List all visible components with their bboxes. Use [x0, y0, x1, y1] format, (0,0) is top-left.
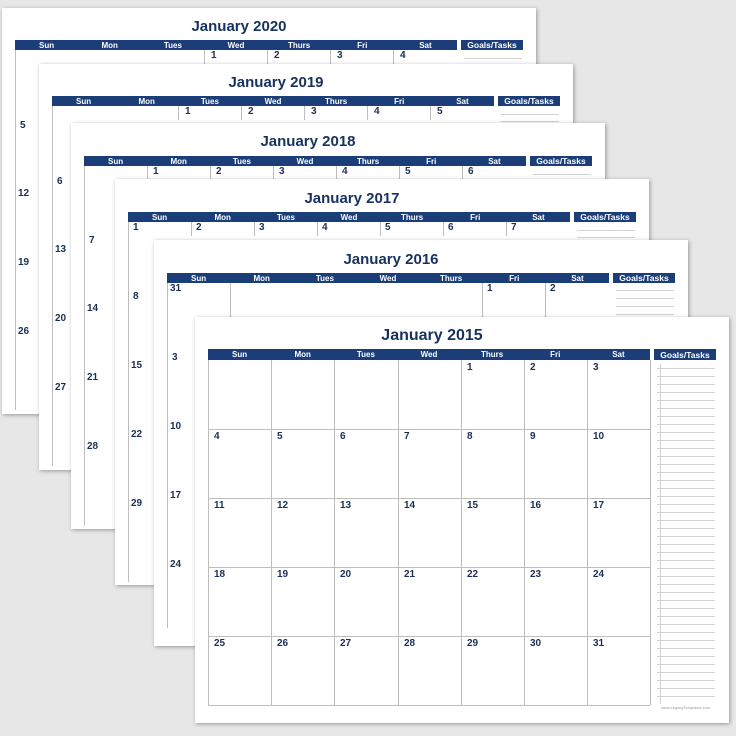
goals-tasks-header: Goals/Tasks [498, 96, 560, 106]
weekday-header [84, 156, 526, 166]
day-number: 28 [404, 638, 416, 649]
day-number: 4 [400, 50, 406, 61]
day-number: 20 [55, 313, 67, 324]
day-number: 1 [467, 362, 473, 373]
day-number: 17 [170, 490, 182, 501]
day-number: 10 [593, 431, 605, 442]
grid-line [393, 50, 394, 64]
goals-line [657, 608, 715, 609]
day-number: 28 [87, 441, 99, 452]
day-number: 23 [530, 569, 542, 580]
page-title: January 2017 [304, 190, 400, 207]
day-number: 14 [87, 303, 99, 314]
weekday-wed: Wed [264, 96, 282, 106]
day-number: 29 [131, 498, 143, 509]
weekday-mon: Mon [170, 156, 187, 166]
day-number: 16 [530, 500, 542, 511]
weekday-mon: Mon [101, 40, 118, 50]
day-number: 6 [448, 222, 454, 233]
goals-line [533, 174, 591, 175]
day-number: 2 [274, 50, 280, 61]
goals-line [464, 58, 522, 59]
grid-line [208, 705, 650, 706]
weekday-sun: Sun [76, 96, 92, 106]
goals-line [657, 432, 715, 433]
day-number: 6 [57, 176, 63, 187]
day-number: 19 [18, 257, 30, 268]
weekday-wed: Wed [227, 40, 245, 50]
goals-line [657, 384, 715, 385]
grid-line [208, 567, 650, 568]
grid-line [84, 166, 85, 526]
goals-line [657, 512, 715, 513]
day-number: 4 [342, 166, 348, 177]
day-number: 29 [467, 638, 479, 649]
weekday-fri: Fri [550, 350, 561, 359]
goals-line [657, 576, 715, 577]
goals-line [657, 472, 715, 473]
grid-line [334, 360, 335, 705]
day-number: 6 [340, 431, 346, 442]
day-number: 24 [593, 569, 605, 580]
grid-line [462, 166, 463, 180]
footer-url: www.LegacyTemplates.com [661, 705, 711, 710]
goals-line [616, 290, 674, 291]
grid-line [367, 106, 368, 120]
day-number: 5 [405, 166, 411, 177]
day-number: 9 [530, 431, 536, 442]
day-number: 11 [214, 500, 225, 511]
weekday-sat: Sat [532, 212, 545, 222]
day-number: 7 [404, 431, 410, 442]
goals-line [657, 560, 715, 561]
day-number: 12 [18, 188, 30, 199]
day-number: 2 [248, 106, 254, 117]
weekday-sat: Sat [419, 40, 432, 50]
goals-line [657, 672, 715, 673]
goals-line [657, 368, 715, 369]
grid-line [317, 222, 318, 236]
weekday-sat: Sat [612, 350, 625, 359]
goals-margin-line [660, 364, 661, 704]
goals-line [657, 640, 715, 641]
grid-line [587, 360, 588, 705]
day-number: 2 [550, 283, 556, 294]
day-number: 22 [467, 569, 479, 580]
weekday-mon: Mon [294, 350, 311, 359]
goals-line [657, 656, 715, 657]
weekday-mon: Mon [138, 96, 155, 106]
goals-line [657, 416, 715, 417]
day-number: 31 [593, 638, 605, 649]
day-number: 2 [196, 222, 202, 233]
weekday-sat: Sat [571, 273, 584, 283]
goals-line [657, 592, 715, 593]
goals-line [657, 504, 715, 505]
goals-line [657, 544, 715, 545]
weekday-wed: Wed [420, 350, 438, 359]
day-number: 5 [277, 431, 283, 442]
goals-line [657, 632, 715, 633]
day-number: 17 [593, 500, 605, 511]
day-number: 19 [277, 569, 289, 580]
grid-line [482, 283, 483, 318]
day-number: 30 [530, 638, 542, 649]
day-number: 6 [468, 166, 474, 177]
day-number: 8 [467, 431, 473, 442]
goals-line [657, 688, 715, 689]
grid-line [204, 50, 205, 64]
day-number: 20 [340, 569, 352, 580]
grid-line [178, 106, 179, 120]
day-number: 26 [18, 326, 30, 337]
goals-line [657, 440, 715, 441]
day-number: 27 [340, 638, 352, 649]
day-number: 18 [214, 569, 226, 580]
day-number: 1 [211, 50, 217, 61]
day-number: 4 [214, 431, 220, 442]
goals-line [657, 520, 715, 521]
grid-line [15, 50, 16, 410]
page-title: January 2020 [191, 18, 287, 35]
day-number: 21 [404, 569, 416, 580]
goals-line [657, 448, 715, 449]
day-number: 3 [259, 222, 265, 233]
day-number: 2 [216, 166, 222, 177]
grid-line [380, 222, 381, 236]
calendar-page-2015 [195, 317, 729, 723]
goals-line [657, 664, 715, 665]
weekday-sun: Sun [191, 273, 207, 283]
grid-line [443, 222, 444, 236]
weekday-wed: Wed [379, 273, 397, 283]
grid-line [208, 360, 209, 705]
day-number: 12 [277, 500, 289, 511]
grid-line [399, 166, 400, 180]
weekday-wed: Wed [340, 212, 358, 222]
weekday-tues: Tues [356, 350, 375, 359]
grid-line [52, 106, 53, 466]
grid-line [336, 166, 337, 180]
grid-line [398, 360, 399, 705]
weekday-sun: Sun [232, 350, 248, 359]
weekday-sun: Sun [108, 156, 124, 166]
day-number: 1 [153, 166, 159, 177]
goals-line [657, 528, 715, 529]
weekday-thurs: Thurs [481, 350, 504, 359]
month-grid [208, 360, 651, 705]
grid-line [191, 222, 192, 236]
grid-line [128, 222, 129, 582]
weekday-fri: Fri [357, 40, 368, 50]
day-number: 7 [89, 235, 95, 246]
weekday-sat: Sat [488, 156, 501, 166]
weekday-tues: Tues [315, 273, 334, 283]
grid-line [254, 222, 255, 236]
goals-line [657, 424, 715, 425]
weekday-tues: Tues [163, 40, 182, 50]
day-number: 8 [133, 291, 139, 302]
day-number: 15 [467, 500, 479, 511]
page-title: January 2015 [381, 327, 483, 344]
weekday-fri: Fri [426, 156, 437, 166]
weekday-sun: Sun [152, 212, 168, 222]
day-number: 5 [20, 120, 26, 131]
day-number: 5 [385, 222, 391, 233]
weekday-thurs: Thurs [325, 96, 348, 106]
day-number: 10 [170, 421, 182, 432]
day-number: 4 [322, 222, 328, 233]
grid-line [524, 360, 525, 705]
goals-line [657, 680, 715, 681]
grid-line [208, 636, 650, 637]
grid-line [241, 106, 242, 120]
grid-line [545, 283, 546, 318]
goals-line [657, 376, 715, 377]
weekday-tues: Tues [200, 96, 219, 106]
weekday-thurs: Thurs [401, 212, 424, 222]
grid-line [210, 166, 211, 180]
day-number: 2 [530, 362, 536, 373]
grid-line [167, 283, 168, 628]
goals-line [616, 306, 674, 307]
day-number: 3 [172, 352, 178, 363]
day-number: 14 [404, 500, 416, 511]
goals-line [657, 600, 715, 601]
goals-line [657, 488, 715, 489]
weekday-mon: Mon [214, 212, 231, 222]
weekday-tues: Tues [276, 212, 295, 222]
day-number: 26 [277, 638, 289, 649]
goals-line [657, 648, 715, 649]
goals-line [577, 237, 635, 238]
day-number: 4 [374, 106, 380, 117]
goals-line [501, 121, 559, 122]
goals-tasks-header: Goals/Tasks [654, 349, 716, 360]
weekday-header [167, 273, 609, 283]
goals-tasks-header: Goals/Tasks [613, 273, 675, 283]
day-number: 13 [55, 244, 67, 255]
day-number: 3 [593, 362, 599, 373]
goals-line [657, 616, 715, 617]
goals-tasks-area [654, 360, 716, 705]
goals-line [577, 230, 635, 231]
weekday-thurs: Thurs [440, 273, 463, 283]
day-number: 24 [170, 559, 182, 570]
grid-line [506, 222, 507, 236]
weekday-fri: Fri [470, 212, 481, 222]
weekday-mon: Mon [253, 273, 270, 283]
grid-line [208, 498, 650, 499]
goals-line [657, 568, 715, 569]
day-number: 15 [131, 360, 143, 371]
day-number: 1 [487, 283, 493, 294]
page-title: January 2016 [343, 251, 439, 268]
goals-line [616, 298, 674, 299]
goals-tasks-header: Goals/Tasks [574, 212, 636, 222]
weekday-header [52, 96, 494, 106]
goals-line [657, 552, 715, 553]
weekday-header [15, 40, 457, 50]
weekday-sun: Sun [39, 40, 55, 50]
day-number: 25 [214, 638, 226, 649]
goals-tasks-header: Goals/Tasks [530, 156, 592, 166]
goals-line [657, 480, 715, 481]
grid-line [230, 283, 231, 318]
weekday-tues: Tues [232, 156, 251, 166]
weekday-thurs: Thurs [357, 156, 380, 166]
weekday-fri: Fri [509, 273, 520, 283]
day-number: 21 [87, 372, 99, 383]
goals-line [501, 114, 559, 115]
goals-line [657, 536, 715, 537]
goals-line [616, 314, 674, 315]
day-number: 1 [185, 106, 191, 117]
grid-line [430, 106, 431, 120]
weekday-thurs: Thurs [288, 40, 311, 50]
day-number: 3 [311, 106, 317, 117]
goals-line [657, 624, 715, 625]
day-number: 22 [131, 429, 143, 440]
weekday-header [208, 349, 650, 360]
goals-tasks-header: Goals/Tasks [461, 40, 523, 50]
grid-line [273, 166, 274, 180]
day-number: 7 [511, 222, 517, 233]
day-number: 27 [55, 382, 67, 393]
day-number: 3 [279, 166, 285, 177]
day-number: 5 [437, 106, 443, 117]
goals-line [657, 392, 715, 393]
goals-line [657, 464, 715, 465]
grid-line [650, 360, 651, 705]
day-number: 13 [340, 500, 352, 511]
day-number: 31 [170, 283, 182, 294]
goals-line [657, 696, 715, 697]
day-number: 1 [133, 222, 139, 233]
weekday-wed: Wed [296, 156, 314, 166]
weekday-sat: Sat [456, 96, 469, 106]
grid-line [461, 360, 462, 705]
grid-line [147, 166, 148, 180]
weekday-fri: Fri [394, 96, 405, 106]
weekday-header [128, 212, 570, 222]
goals-line [657, 496, 715, 497]
goals-line [657, 456, 715, 457]
goals-line [657, 400, 715, 401]
goals-line [657, 408, 715, 409]
page-title: January 2018 [260, 133, 356, 150]
grid-line [271, 360, 272, 705]
grid-line [267, 50, 268, 64]
page-title: January 2019 [228, 74, 324, 91]
goals-line [657, 584, 715, 585]
grid-line [208, 429, 650, 430]
grid-line [330, 50, 331, 64]
day-number: 3 [337, 50, 343, 61]
grid-line [304, 106, 305, 120]
